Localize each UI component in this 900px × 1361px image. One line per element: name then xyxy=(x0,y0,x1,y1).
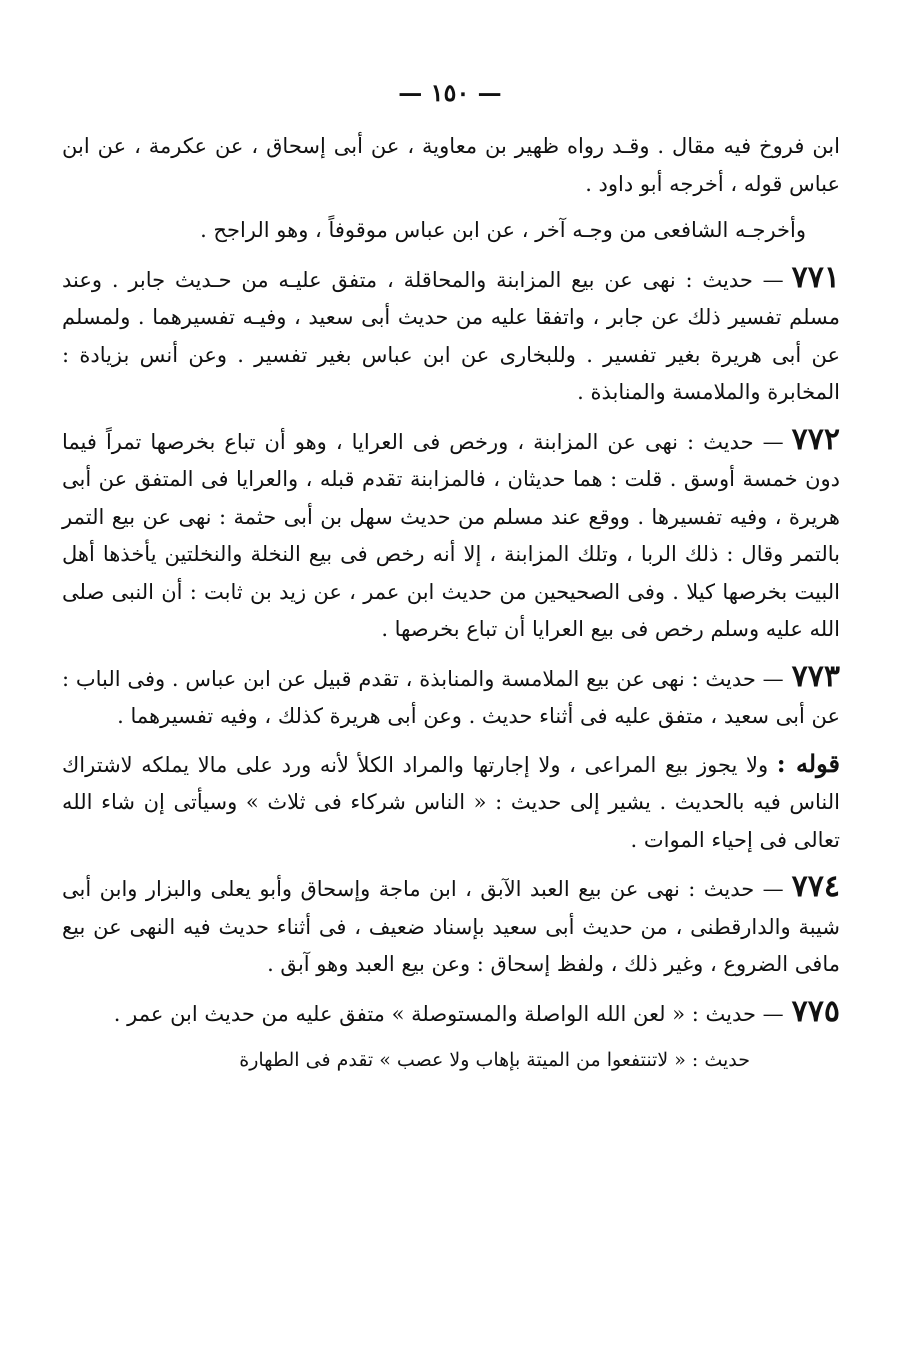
hadith-number: ٧٧٣ xyxy=(791,658,840,694)
paragraph-text: ولا يجوز بيع المراعى ، ولا إجارتها والمراد الكلأ لأنه ورد على مالا يملكه لاشتراك الناس فيه بالحديث . يشير إلى حديث : « الناس شركاء فى ثلاث » وسيأتى إن شاء الله تعالى فى إحياء الموات . xyxy=(62,752,840,852)
paragraph-intro xyxy=(62,128,840,203)
hadith-773 xyxy=(62,658,840,736)
page-number: — ١٥٠ — xyxy=(398,78,502,107)
paragraph-shafii xyxy=(62,212,840,250)
hadith-text: — حديث : نهى عن بيع الملامسة والمنابذة ، تقدم قبيل عن ابن عباس . وفى الباب : عن أبى سعيد ، متفق عليه فى أثناء حديث . وعن أبى هريرة كذلك ، وفيه تفسيرهما . xyxy=(62,666,840,728)
hadith-775 xyxy=(62,993,840,1034)
paragraph-lead: قوله : xyxy=(776,748,840,778)
hadith-number: ٧٧١ xyxy=(791,259,840,295)
closing-line: حديث : « لاتنتفعوا من الميتة بإهاب ولا عصب » تقدم فى الطهارة xyxy=(239,1049,750,1071)
hadith-number: ٧٧٢ xyxy=(791,421,840,457)
page-body xyxy=(62,128,840,1080)
paragraph-text: وأخرجـه الشافعى من وجـه آخر ، عن ابن عباس موقوفاً ، وهو الراجح . xyxy=(200,218,806,242)
hadith-text: — حديث : « لعن الله الواصلة والمستوصلة » متفق عليه من حديث ابن عمر . xyxy=(113,1001,784,1026)
hadith-774 xyxy=(62,868,840,984)
hadith-text: — حديث : نهى عن بيع المزابنة والمحاقلة ، متفق عليـه من حـديث جابر . وعند مسلم تفسير ذلك عن جابر ، واتفقا عليه من حديث أبى سعيد ، وفيـه تفسيرهما . ولمسلم عن أبى هريرة بغير تفسير . وللبخارى عن ابن عباس بغير تفسير . وعن أنس بزيادة : المخابرة والملامسة والمنابذة . xyxy=(62,267,840,404)
paragraph-text: ابن فروخ فيه مقال . وقـد رواه ظهير بن معاوية ، عن أبى إسحاق ، عن عكرمة ، عن ابن عباس قوله ، أخرجه أبو داود . xyxy=(62,134,840,196)
qawluhu-paragraph xyxy=(62,745,840,860)
hadith-771 xyxy=(62,259,840,412)
hadith-text: — حديث : نهى عن بيع العبد الآبق ، ابن ماجة وإسحاق وأبو يعلى والبزار وابن أبى شيبة والدارقطنى ، من حديث أبى سعيد بإسناد ضعيف ، فى أثناء حديث فيه النهى عن بيع مافى الضروع ، وغير ذلك ، ولفظ إسحاق : وعن بيع العبد وهو آبق . xyxy=(62,877,840,976)
hadith-number: ٧٧٤ xyxy=(791,869,840,904)
hadith-number: ٧٧٥ xyxy=(791,993,840,1029)
hadith-772 xyxy=(62,421,840,649)
hadith-text: — حديث : نهى عن المزابنة ، ورخص فى العرايا ، وهو أن تباع بخرصها تمراً فيما دون خمسة أوسق . قلت : هما حديثان ، فالمزابنة تقدم قبله ، والعرايا فى المتفق عن أبى هريرة ، وفيه تفسيرها . ووقع عند مسلم من حديث سهل بن أبى حثمة : نهى عن بيع التمر بالتمر وقال : ذلك الربا ، وتلك المزابنة ، إلا أنه رخص فى بيع النخلة والنخلتين يأخذها أهل البيت بخرصها كيلا . وفى الصحيحين من حديث ابن عمر ، عن زيد بن ثابت : أن النبى صلى الله عليه وسلم رخص فى بيع العرايا أن تباع بخرصها . xyxy=(62,429,840,641)
